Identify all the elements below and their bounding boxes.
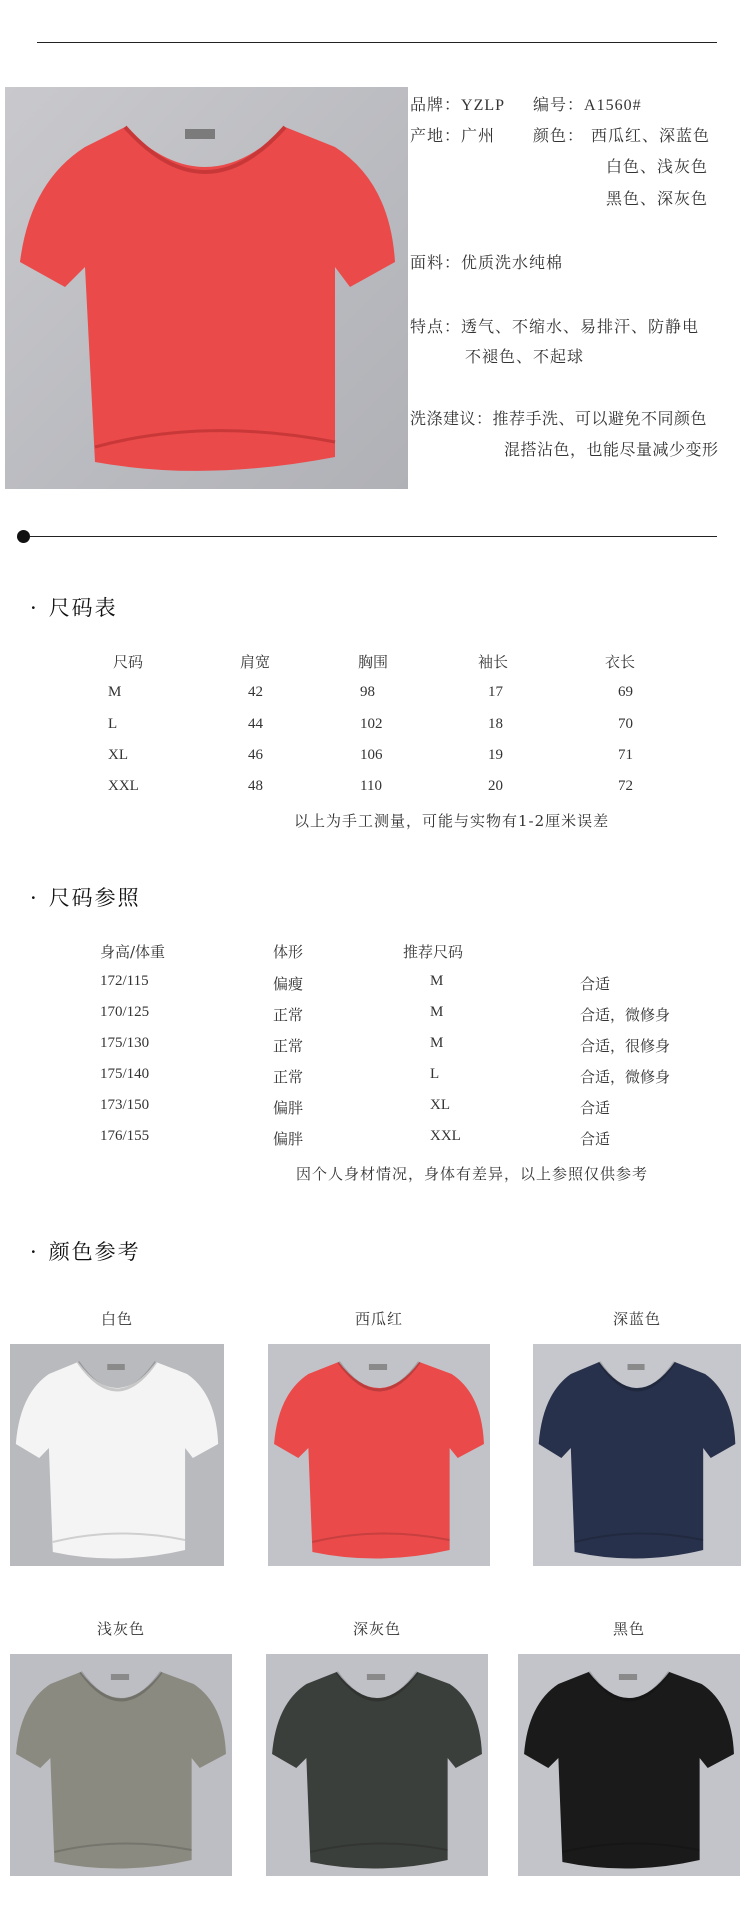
size-chart-header: 胸围 [358,653,389,671]
color-swatch-label: 黑色 [612,1620,645,1638]
size-ref-note: 因个人身材情况，身体有差异，以上参照仅供参考 [296,1165,649,1183]
size-chart-cell: 102 [360,716,383,732]
size-ref-cell: 合适 [580,1099,611,1117]
size-chart-cell: 44 [248,716,263,732]
size-chart-header: 衣长 [605,653,636,671]
size-ref-cell: 172/115 [100,973,149,989]
wash-line-1: 洗涤建议：推荐手洗、可以避免不同颜色 [410,409,708,428]
feature-line-1: 特点：透气、不缩水、易排汗、防静电 [410,317,700,336]
size-ref-cell: 合适，微修身 [580,1068,671,1086]
color-label: 颜色： [533,126,585,145]
color-swatch-photo [533,1344,741,1566]
origin-value: 广州 [461,126,496,145]
size-ref-cell: XXL [430,1128,461,1144]
size-ref-cell: 合适 [580,1130,611,1148]
size-ref-cell: 175/130 [100,1035,150,1051]
size-chart-cell: 17 [488,684,503,700]
size-ref-cell: 170/125 [100,1004,150,1020]
size-chart-cell: 71 [618,747,633,763]
size-chart-title: · 尺码表 [30,592,118,622]
size-ref-cell: M [430,1035,444,1051]
tshirt-icon [518,1654,740,1876]
top-divider [37,42,717,43]
size-ref-cell: 173/150 [100,1097,150,1113]
size-chart-cell: 106 [360,747,383,763]
tshirt-icon [533,1344,741,1566]
size-chart-cell: 42 [248,684,263,700]
color-swatch-label: 深蓝色 [612,1310,661,1328]
size-ref-cell: M [430,1004,444,1020]
color-line-2: 白色、浅灰色 [606,157,709,176]
size-ref-cell: 偏胖 [273,1099,304,1117]
size-ref-cell: 偏胖 [273,1130,304,1148]
tshirt-icon [268,1344,490,1566]
origin-label: 产地： [410,126,462,145]
code-row [533,92,642,115]
size-chart-cell: 69 [618,684,633,700]
tshirt-icon [10,1654,232,1876]
size-chart-cell: XXL [108,778,139,794]
size-ref-cell: 合适 [580,975,611,993]
size-chart-cell: 98 [360,684,375,700]
wash-line-2: 混搭沾色，也能尽量减少变形 [504,440,719,459]
divider-bullet [17,530,30,543]
code-label: 编号： [533,95,585,114]
red-tshirt-image [5,87,408,489]
color-swatch-label: 深灰色 [352,1620,401,1638]
color-swatch-photo [266,1654,488,1876]
size-chart-cell: M [108,684,122,700]
size-chart-cell: 70 [618,716,633,732]
origin-row [410,123,495,146]
tshirt-icon [10,1344,224,1566]
size-ref-header: 推荐尺码 [403,943,464,961]
color-swatch-photo [10,1654,232,1876]
size-chart-cell: XL [108,747,128,763]
size-ref-cell: XL [430,1097,450,1113]
color-swatch-photo [518,1654,740,1876]
size-ref-cell: 175/140 [100,1066,150,1082]
size-ref-cell: 正常 [273,1068,304,1086]
size-ref-title: · 尺码参照 [30,882,141,912]
size-ref-cell: 偏瘦 [273,975,304,993]
size-ref-cell: L [430,1066,440,1082]
color-ref-title: · 颜色参考 [30,1236,141,1266]
size-chart-cell: 72 [618,778,633,794]
size-chart-cell: 110 [360,778,382,794]
tshirt-icon [266,1654,488,1876]
size-chart-note: 以上为手工测量，可能与实物有1-2厘米误差 [294,812,610,830]
color-swatch-photo [268,1344,490,1566]
size-chart-cell: 46 [248,747,263,763]
color-swatch-photo [10,1344,224,1566]
size-chart-cell: 18 [488,716,503,732]
size-ref-cell: 正常 [273,1006,304,1024]
product-hero-image [5,87,408,489]
size-ref-cell: 合适，微修身 [580,1006,671,1024]
size-chart-cell: 19 [488,747,503,763]
size-ref-cell: M [430,973,444,989]
size-chart-header: 肩宽 [240,653,271,671]
section-divider [30,536,717,537]
color-swatch-label: 白色 [100,1310,133,1328]
color-line-3: 黑色、深灰色 [606,189,709,208]
color-line-1: 西瓜红、深蓝色 [591,126,711,145]
size-ref-cell: 176/155 [100,1128,150,1144]
brand-row [410,92,505,115]
feature-line-2: 不褪色、不起球 [465,347,585,366]
size-ref-header: 体形 [273,943,304,961]
size-chart-cell: 20 [488,778,503,794]
size-ref-cell: 合适，很修身 [580,1037,671,1055]
size-ref-cell: 正常 [273,1037,304,1055]
size-chart-cell: 48 [248,778,263,794]
color-swatch-label: 浅灰色 [96,1620,145,1638]
size-chart-header: 尺码 [113,653,144,671]
size-chart-header: 袖长 [478,653,509,671]
brand-value: YZLP [461,97,506,114]
size-chart-cell: L [108,716,118,732]
color-swatch-label: 西瓜红 [354,1310,403,1328]
brand-label: 品牌： [410,95,462,114]
code-value: A1560# [584,97,642,114]
size-ref-header: 身高/体重 [100,943,166,961]
fabric-row: 面料：优质洗水纯棉 [410,253,564,272]
